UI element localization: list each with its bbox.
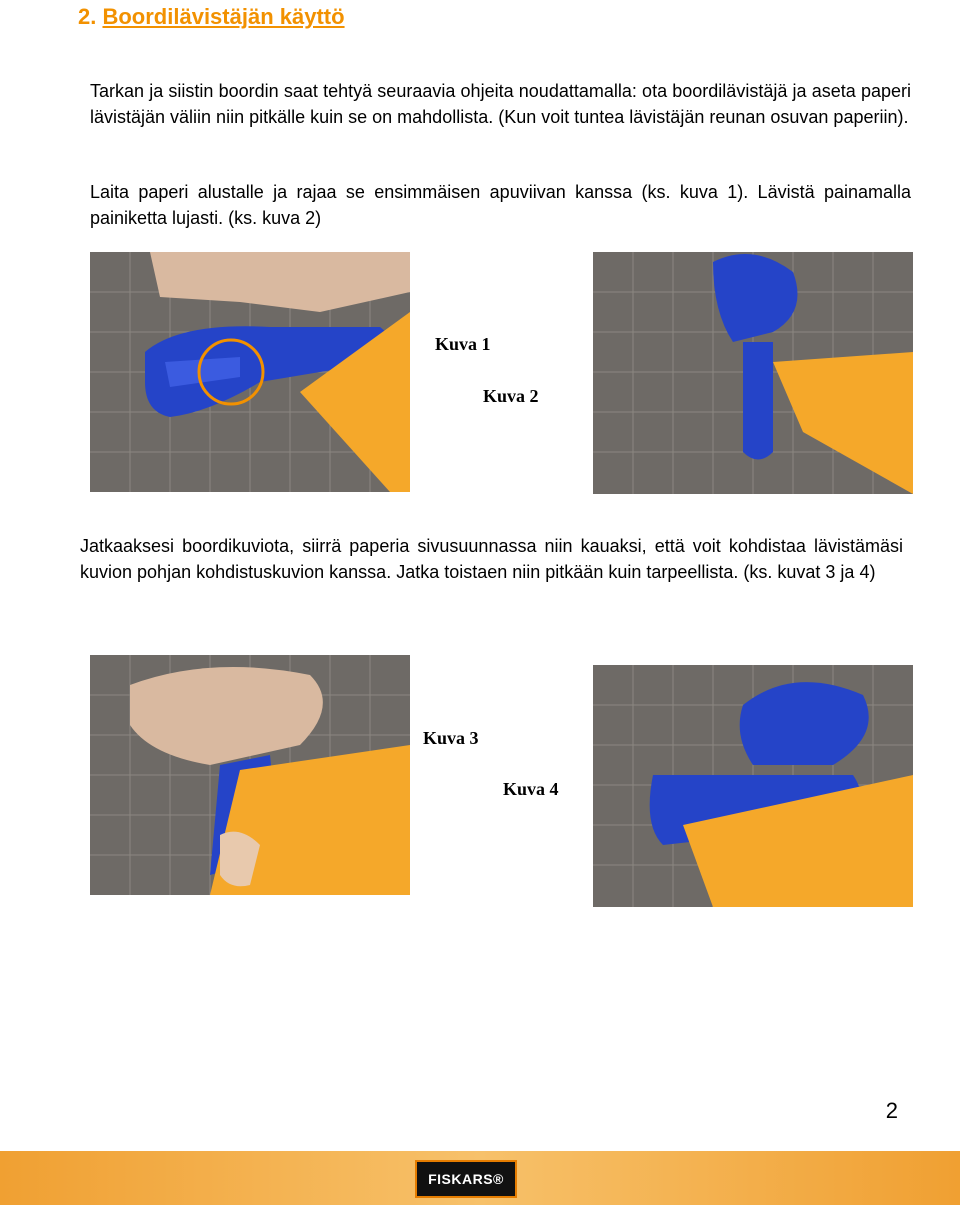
paragraph-instructions-3: Jatkaaksesi boordikuviota, siirrä paperia sivusuunnassa niin kauaksi, että voit kohdistaa lävistämäsi kuvion pohjan kohdistuskuvion kanssa. Jatka toistaen niin pitkään kuin tarpeellista. (ks. kuvat 3 ja 4)	[80, 536, 903, 582]
paragraph-instructions-2: Laita paperi alustalle ja rajaa se ensimmäisen apuviivan kanssa (ks. kuva 1). Lävistä painamalla painiketta lujasti. (ks. kuva 2)	[90, 182, 911, 228]
section-number: 2.	[78, 4, 97, 29]
photo-kuva-2	[593, 252, 913, 494]
caption-kuva-3: Kuva 3	[423, 728, 479, 748]
caption-kuva-4: Kuva 4	[503, 779, 559, 799]
fiskars-logo-text: FISKARS®	[428, 1171, 504, 1187]
paragraph-instructions-1: Tarkan ja siistin boordin saat tehtyä seuraavia ohjeita noudattamalla: ota boordilävistäjä ja aseta paperi lävistäjän väliin niin pitkälle kuin se on mahdollista. (Kun voit tuntea lävistäjän reunan osuvan paperiin).	[90, 81, 911, 127]
page-number: 2	[885, 1098, 898, 1123]
section-title: Boordilävistäjän käyttö	[102, 4, 345, 29]
photo-kuva-4	[593, 665, 913, 907]
photo-kuva-3	[90, 655, 410, 895]
section-heading	[78, 2, 345, 32]
photo-kuva-1	[90, 252, 410, 492]
caption-kuva-1: Kuva 1	[435, 334, 491, 354]
caption-kuva-2: Kuva 2	[483, 386, 539, 406]
fiskars-logo	[415, 1160, 517, 1198]
